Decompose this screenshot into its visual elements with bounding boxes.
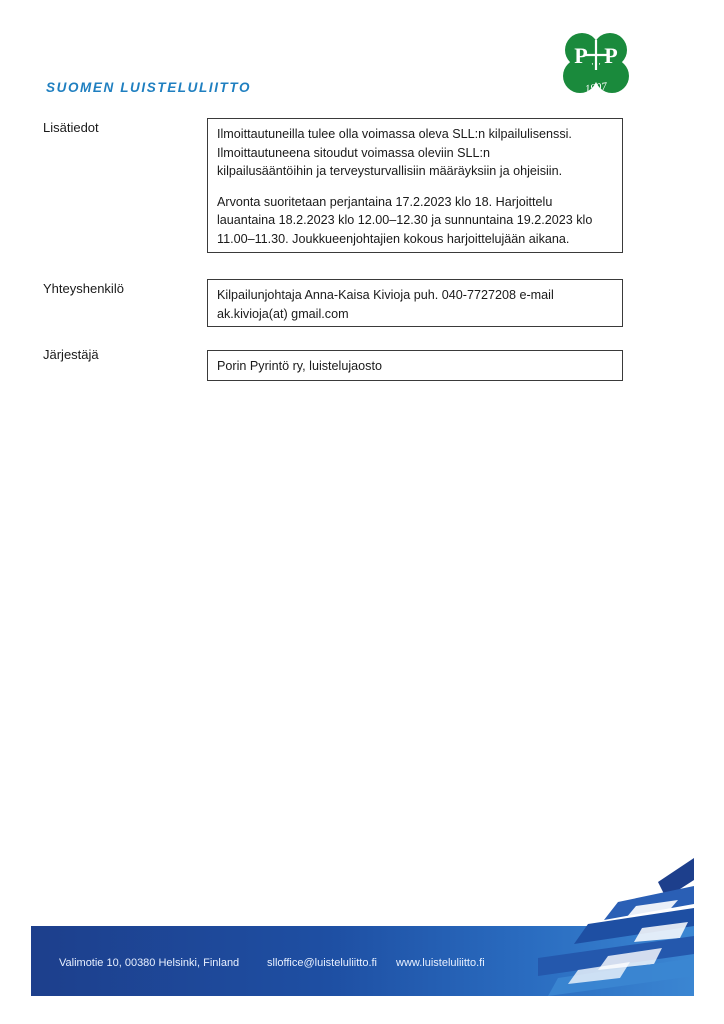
decorative-stripes-graphic bbox=[538, 858, 694, 996]
logo-initial-right: P bbox=[604, 43, 618, 68]
lisatiedot-paragraph-2: Arvonta suoritetaan perjantaina 17.2.2023 klo 18. Harjoittelu lauantaina 18.2.2023 klo 12.00–12.30 ja sunnuntaina 19.2.2023 klo 11.00–11.30. Joukkueenjohtajien kokous harjoittelujään aikana. bbox=[217, 194, 593, 246]
jarjestaja-paragraph-1: Porin Pyrintö ry, luistelujaosto bbox=[217, 359, 382, 373]
field-label-lisatiedot: Lisätiedot bbox=[43, 120, 99, 135]
field-label-jarjestaja: Järjestäjä bbox=[43, 347, 99, 362]
field-box-lisatiedot bbox=[207, 118, 623, 253]
yhteyshenkilo-paragraph-1: Kilpailunjohtaja Anna-Kaisa Kivioja puh. 040-7727208 e-mail ak.kivioja(at) gmail.com bbox=[217, 288, 554, 321]
logo-initial-left: P bbox=[574, 43, 588, 68]
field-label-yhteyshenkilo: Yhteyshenkilö bbox=[43, 281, 124, 296]
footer-address: Valimotie 10, 00380 Helsinki, Finland bbox=[59, 957, 240, 969]
organization-name: SUOMEN LUISTELULIITTO bbox=[46, 80, 252, 95]
lisatiedot-paragraph-1: Ilmoittautuneilla tulee olla voimassa oleva SLL:n kilpailulisenssi. Ilmoittautuneena sitoudut voimassa oleviin SLL:n kilpailusääntöihin ja terveysturvallisiin määräyksiin ja ohjeisiin. bbox=[217, 127, 572, 178]
clover-logo bbox=[560, 30, 632, 104]
footer-website-link[interactable]: www.luisteluliitto.fi bbox=[396, 957, 485, 969]
footer-email-link[interactable]: slloffice@luisteluliitto.fi bbox=[267, 957, 378, 969]
field-box-jarjestaja bbox=[207, 350, 623, 381]
field-box-yhteyshenkilo bbox=[207, 279, 623, 327]
logo-year: 1907 bbox=[584, 80, 608, 96]
